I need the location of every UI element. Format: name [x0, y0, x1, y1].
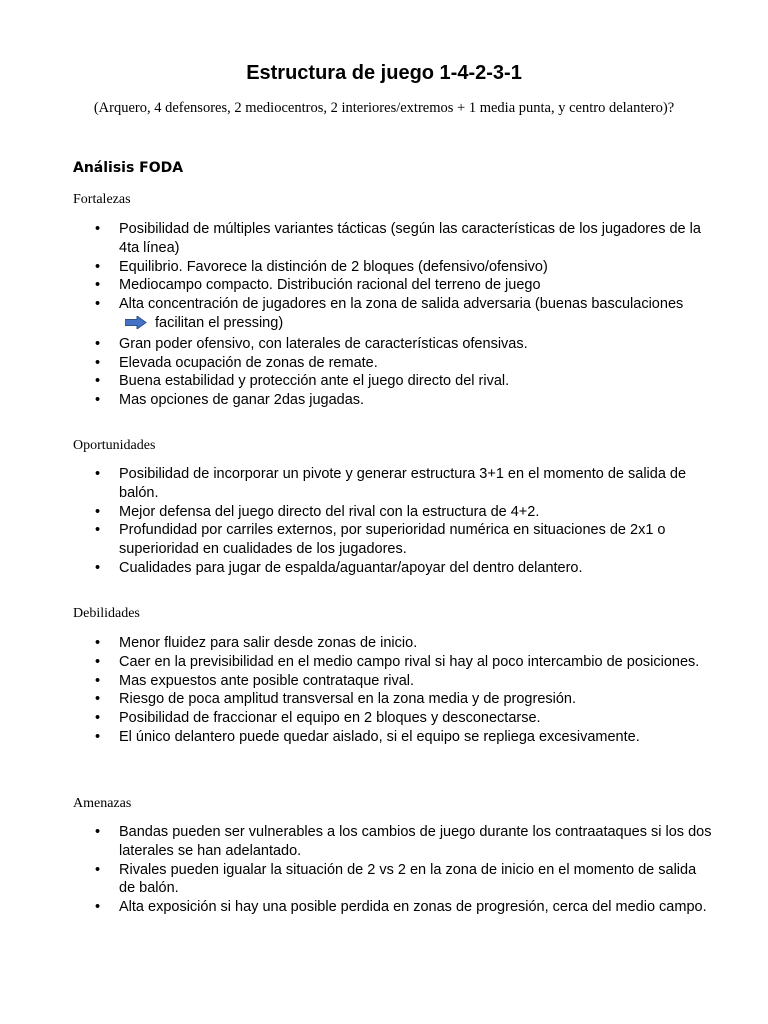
- section-title-fortalezas: Fortalezas: [73, 192, 131, 207]
- list-item: • Cualidades para jugar de espalda/aguantar/apoyar del dentro delantero.: [73, 559, 713, 578]
- list-item: • Rivales pueden igualar la situación de 2 vs 2 en la zona de inicio en el momento de salida de balón.: [73, 861, 713, 899]
- list-item: • Posibilidad de fraccionar el equipo en 2 bloques y desconectarse.: [73, 709, 713, 728]
- list-item: • Mediocampo compacto. Distribución racional del terreno de juego: [73, 276, 713, 295]
- list-item: • Buena estabilidad y protección ante el juego directo del rival.: [73, 372, 713, 391]
- list-item: • Equilibrio. Favorece la distinción de 2 bloques (defensivo/ofensivo): [73, 258, 713, 277]
- list-item: • Caer en la previsibilidad en el medio campo rival si hay al poco intercambio de posiciones.: [73, 653, 713, 672]
- oportunidades-list: [73, 465, 713, 578]
- list-item: • Gran poder ofensivo, con laterales de características ofensivas.: [73, 335, 713, 354]
- fortalezas-list: [73, 220, 713, 410]
- section-title-oportunidades: Oportunidades: [73, 438, 156, 453]
- pressing-text-part1: Alta concentración de jugadores en la zona de salida adversaria (buenas basculaciones: [119, 296, 684, 313]
- document-title: Estructura de juego 1-4-2-3-1: [246, 62, 522, 84]
- right-arrow-icon: [125, 316, 147, 335]
- list-item: • Mejor defensa del juego directo del rival con la estructura de 4+2.: [73, 503, 713, 522]
- list-item: • Mas expuestos ante posible contrataque rival.: [73, 672, 713, 691]
- debilidades-list: [73, 634, 713, 747]
- list-item: • Profundidad por carriles externos, por superioridad numérica en situaciones de 2x1 o superioridad en cualidades de los jugadores.: [73, 521, 713, 559]
- list-item: • Riesgo de poca amplitud transversal en la zona media y de progresión.: [73, 690, 713, 709]
- list-item: • Menor fluidez para salir desde zonas de inicio.: [73, 634, 713, 653]
- section-title-debilidades: Debilidades: [73, 606, 140, 621]
- list-item: • Posibilidad de incorporar un pivote y generar estructura 3+1 en el momento de salida de balón.: [73, 465, 713, 503]
- list-item: • Elevada ocupación de zonas de remate.: [73, 354, 713, 373]
- list-item: • Alta exposición si hay una posible perdida en zonas de progresión, cerca del medio campo.: [73, 898, 713, 917]
- document-subtitle: (Arquero, 4 defensores, 2 mediocentros, 2 interiores/extremos + 1 media punta, y centro delantero)?: [93, 100, 675, 116]
- section-title-amenazas: Amenazas: [73, 796, 132, 811]
- list-item: • Posibilidad de múltiples variantes tácticas (según las características de los jugadores de la 4ta línea): [73, 220, 713, 258]
- list-item-pressing: [73, 295, 713, 335]
- list-item: • Mas opciones de ganar 2das jugadas.: [73, 391, 713, 410]
- list-item: • Bandas pueden ser vulnerables a los cambios de juego durante los contraataques si los dos laterales se han adelantado.: [73, 823, 713, 861]
- list-item: • El único delantero puede quedar aislado, si el equipo se repliega excesivamente.: [73, 728, 713, 747]
- amenazas-list: [73, 823, 713, 917]
- pressing-text-part2: facilitan el pressing): [155, 314, 284, 331]
- analysis-heading: Análisis FODA: [73, 160, 184, 176]
